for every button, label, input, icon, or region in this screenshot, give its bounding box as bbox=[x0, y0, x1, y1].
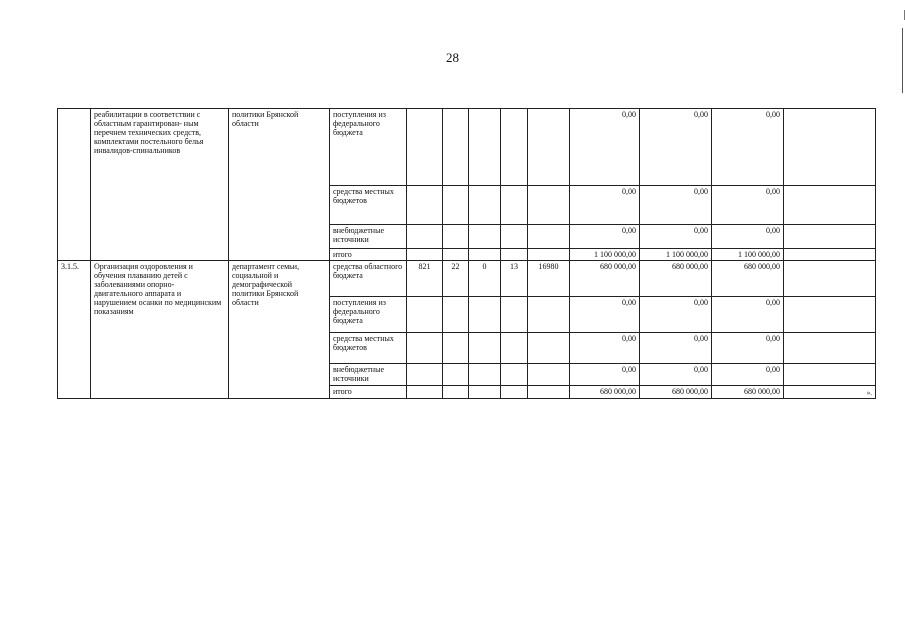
code-grbs-cell bbox=[407, 386, 443, 399]
code-article-cell bbox=[501, 364, 528, 386]
code-subsection-cell bbox=[469, 364, 501, 386]
amount-year-3-cell: 0,00 bbox=[712, 225, 784, 249]
note-cell bbox=[784, 333, 876, 364]
code-grbs-cell bbox=[407, 109, 443, 186]
amount-year-1-cell: 680 000,00 bbox=[570, 386, 640, 399]
code-article-cell bbox=[501, 386, 528, 399]
funding-source-cell: средства местных бюджетов bbox=[330, 186, 407, 225]
scan-edge-mark bbox=[902, 28, 903, 93]
code-direction-cell: 16980 bbox=[528, 261, 570, 297]
note-cell bbox=[784, 364, 876, 386]
amount-year-2-cell: 0,00 bbox=[640, 297, 712, 333]
code-article-cell bbox=[501, 333, 528, 364]
amount-year-1-cell: 0,00 bbox=[570, 186, 640, 225]
table-row bbox=[58, 261, 876, 297]
amount-year-3-cell: 680 000,00 bbox=[712, 386, 784, 399]
code-article-cell: 13 bbox=[501, 261, 528, 297]
funding-source-cell: внебюджетные источники bbox=[330, 225, 407, 249]
amount-year-1-cell: 1 100 000,00 bbox=[570, 249, 640, 261]
code-grbs-cell bbox=[407, 333, 443, 364]
measure-title-cell: Организация оздоровления и обучения плаванию детей с заболеваниями опорно- двигательного аппарата и нарушением осанки по медицинским показаниям bbox=[91, 261, 229, 399]
budget-table bbox=[57, 108, 876, 399]
amount-year-1-cell: 0,00 bbox=[570, 297, 640, 333]
row-number-cell bbox=[58, 109, 91, 261]
funding-source-cell: поступления из федерального бюджета bbox=[330, 297, 407, 333]
code-section-cell bbox=[443, 186, 469, 225]
page-number: 28 bbox=[446, 50, 459, 65]
code-grbs-cell bbox=[407, 364, 443, 386]
amount-year-2-cell: 0,00 bbox=[640, 225, 712, 249]
amount-year-1-cell: 0,00 bbox=[570, 364, 640, 386]
code-direction-cell bbox=[528, 386, 570, 399]
row-number-cell: 3.1.5. bbox=[58, 261, 91, 399]
measure-title-cell: реабилитации в соответствии с областным гарантирован- ным перечнем технических средств, комплектами постельного белья инвалидов-спинальников bbox=[91, 109, 229, 261]
code-grbs-cell bbox=[407, 186, 443, 225]
funding-source-cell: поступления из федерального бюджета bbox=[330, 109, 407, 186]
code-direction-cell bbox=[528, 333, 570, 364]
amount-year-3-cell: 0,00 bbox=[712, 333, 784, 364]
note-cell bbox=[784, 386, 876, 399]
amount-year-2-cell: 680 000,00 bbox=[640, 261, 712, 297]
code-direction-cell bbox=[528, 109, 570, 186]
funding-source-cell: внебюджетные источники bbox=[330, 364, 407, 386]
note-cell bbox=[784, 261, 876, 297]
note-cell bbox=[784, 297, 876, 333]
note-cell bbox=[784, 109, 876, 186]
amount-year-3-cell: 0,00 bbox=[712, 364, 784, 386]
amount-year-2-cell: 1 100 000,00 bbox=[640, 249, 712, 261]
code-direction-cell bbox=[528, 225, 570, 249]
code-subsection-cell bbox=[469, 186, 501, 225]
executor-cell: департамент семьи, социальной и демографической политики Брянской области bbox=[229, 261, 330, 399]
amount-year-1-cell: 0,00 bbox=[570, 109, 640, 186]
code-direction-cell bbox=[528, 249, 570, 261]
code-article-cell bbox=[501, 225, 528, 249]
funding-source-cell: итого bbox=[330, 386, 407, 399]
code-subsection-cell bbox=[469, 109, 501, 186]
code-article-cell bbox=[501, 186, 528, 225]
funding-source-cell: средства областного бюджета bbox=[330, 261, 407, 297]
code-direction-cell bbox=[528, 364, 570, 386]
code-article-cell bbox=[501, 297, 528, 333]
code-article-cell bbox=[501, 109, 528, 186]
funding-source-cell: средства местных бюджетов bbox=[330, 333, 407, 364]
code-subsection-cell bbox=[469, 333, 501, 364]
code-grbs-cell bbox=[407, 249, 443, 261]
amount-year-3-cell: 1 100 000,00 bbox=[712, 249, 784, 261]
code-direction-cell bbox=[528, 186, 570, 225]
amount-year-2-cell: 0,00 bbox=[640, 364, 712, 386]
code-grbs-cell: 821 bbox=[407, 261, 443, 297]
table-row bbox=[58, 109, 876, 186]
code-section-cell bbox=[443, 333, 469, 364]
code-section-cell bbox=[443, 225, 469, 249]
code-grbs-cell bbox=[407, 297, 443, 333]
amount-year-1-cell: 680 000,00 bbox=[570, 261, 640, 297]
amount-year-3-cell: 0,00 bbox=[712, 186, 784, 225]
code-direction-cell bbox=[528, 297, 570, 333]
amount-year-1-cell: 0,00 bbox=[570, 225, 640, 249]
code-subsection-cell bbox=[469, 225, 501, 249]
funding-source-cell: итого bbox=[330, 249, 407, 261]
amount-year-2-cell: 0,00 bbox=[640, 109, 712, 186]
amount-year-2-cell: 680 000,00 bbox=[640, 386, 712, 399]
amount-year-1-cell: 0,00 bbox=[570, 333, 640, 364]
code-subsection-cell bbox=[469, 249, 501, 261]
code-section-cell bbox=[443, 364, 469, 386]
code-grbs-cell bbox=[407, 225, 443, 249]
code-subsection-cell: 0 bbox=[469, 261, 501, 297]
closing-quote-mark: ». bbox=[866, 389, 872, 397]
amount-year-3-cell: 0,00 bbox=[712, 109, 784, 186]
executor-cell: политики Брянской области bbox=[229, 109, 330, 261]
code-subsection-cell bbox=[469, 297, 501, 333]
code-section-cell bbox=[443, 386, 469, 399]
amount-year-2-cell: 0,00 bbox=[640, 186, 712, 225]
note-cell bbox=[784, 225, 876, 249]
amount-year-2-cell: 0,00 bbox=[640, 333, 712, 364]
amount-year-3-cell: 680 000,00 bbox=[712, 261, 784, 297]
code-article-cell bbox=[501, 249, 528, 261]
note-cell bbox=[784, 186, 876, 225]
note-cell bbox=[784, 249, 876, 261]
code-section-cell bbox=[443, 109, 469, 186]
code-section-cell bbox=[443, 249, 469, 261]
code-section-cell: 22 bbox=[443, 261, 469, 297]
code-section-cell bbox=[443, 297, 469, 333]
amount-year-3-cell: 0,00 bbox=[712, 297, 784, 333]
code-subsection-cell bbox=[469, 386, 501, 399]
